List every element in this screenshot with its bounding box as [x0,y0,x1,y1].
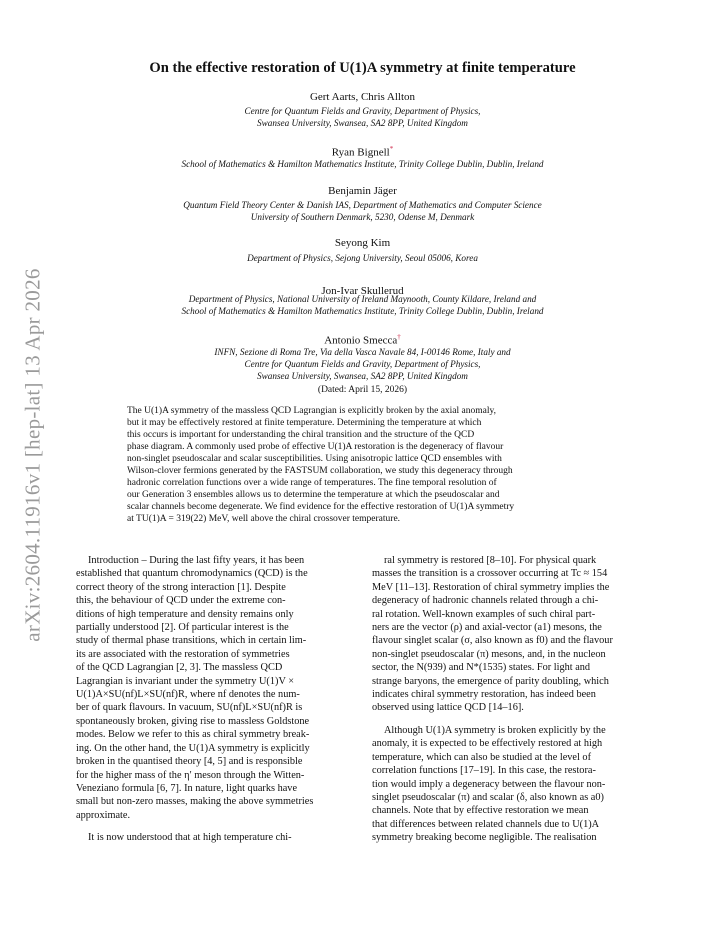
paragraph [372,724,652,845]
text-line: channels. Note that by effective restoration we mean [372,805,589,817]
affiliation-line: Centre for Quantum Fields and Gravity, Department of Physics, [244,359,481,369]
abstract-line: this occurs is important for understanding the chiral transition and the structure of the QCD [127,430,475,440]
text-line: tion would imply a degeneracy between the flavour non- [372,778,606,790]
author-name [90,145,635,159]
text-line: partially understood [2]. Of particular interest is the [76,622,289,634]
abstract-line: at TU(1)A = 319(22) MeV, well above the chiral crossover temperature. [127,514,401,524]
author-name-text: Seyong Kim [334,237,391,249]
text-line: sector, the N(939) and N*(1535) states. For light and [372,662,591,674]
text-line: flavour singlet scalar (σ, also known as f0) and the flavour [372,635,613,647]
footnote-mark[interactable]: * [389,145,394,153]
text-line: indicates chiral symmetry restoration, has indeed been [372,689,596,701]
text-line: It is now understood that at high temperature chi- [88,832,292,844]
paragraph-gap [372,715,652,724]
affiliation-line: Department of Physics, Sejong University, Seoul 05006, Korea [247,253,478,263]
affiliation-line: University of Southern Denmark, 5230, Odense M, Denmark [250,212,475,222]
author-name-text: Gert Aarts, Chris Allton [309,91,416,103]
affiliation-line: Department of Physics, National University of Ireland Maynooth, County Kildare, Ireland and [188,294,537,304]
author-name-text: Benjamin Jäger [328,185,397,197]
text-line: ditions of high temperature and density remains only [76,608,294,620]
abstract-line: phase diagram. A commonly used probe of effective U(1)A restoration is the degeneracy of flavour [127,442,504,452]
affiliation-line: Swansea University, Swansea, SA2 8PP, United Kingdom [257,118,468,128]
paragraph-gap [76,822,356,831]
text-line: anomaly, it is expected to be effectively restored at high [372,738,603,750]
author-name [90,333,635,347]
text-line: established that quantum chromodynamics (QCD) is the [76,568,308,580]
abstract-line: hadronic correlation functions over a wide range of temperatures. The fine temporal resolution of [127,478,497,488]
author-name-text: Ryan Bignell [331,146,390,159]
text-line: non-singlet pseudoscalar (π) mesons, and, in the nucleon [372,648,606,660]
text-line: ing. On the other hand, the U(1)A symmetry is explicitly [76,742,310,754]
text-line: Lagrangian is invariant under the symmetry U(1)V × [76,675,295,687]
affiliation-line: Centre for Quantum Fields and Gravity, Department of Physics, [244,106,481,116]
author-affiliation [90,252,635,264]
text-line: Although U(1)A symmetry is broken explicitly by the [384,724,606,736]
text-line: broken in the quantised theory [4, 5] and is responsible [76,756,303,768]
text-line: approximate. [76,809,131,821]
arxiv-stamp: arXiv:2604.11916v1 [hep-lat] 13 Apr 2026 [20,268,45,642]
author-affiliation [90,346,635,382]
text-line: this, the behaviour of QCD under the extreme con- [76,595,286,607]
paper-title: On the effective restoration of U(1)A symmetry at finite temperature [149,60,576,76]
text-line: degeneracy of hadronic channels related through a chi- [372,595,599,607]
text-line: small but non-zero masses, making the above symmetries [76,796,314,808]
text-line: ral symmetry is restored [8–10]. For physical quark [384,555,597,566]
abstract-line: non-singlet pseudoscalar and scalar susceptibilities. Using anisotropic lattice QCD ensembles with [127,454,502,464]
paragraph [76,831,356,844]
author-name-text: Jon-Ivar Skullerud [321,285,404,297]
text-line: MeV [11–13]. Restoration of chiral symmetry implies the [372,581,610,593]
text-line: correct theory of the strong interaction [1]. Despite [76,581,286,593]
author-affiliation [90,293,635,317]
author-affiliation [90,158,635,170]
paragraph [76,554,356,822]
text-line: strange baryons, the emergence of parity doubling, which [372,675,609,687]
text-line: singlet pseudoscalar (π) and scalar (δ, also known as a0) [372,791,604,803]
affiliation-line: INFN, Sezione di Roma Tre, Via della Vasca Navale 84, I-00146 Rome, Italy and [214,347,511,357]
author-affiliation [90,199,635,223]
abstract-line: but it may be effectively restored at finite temperature. Determining the temperature at which [127,418,482,428]
text-line: symmetry breaking become negligible. The realisation [372,832,597,844]
abstract-line: scalar channels become degenerate. We find evidence for the effective restoration of U(1)A symmetry [127,502,515,512]
text-line: observed using lattice QCD [14–16]. [372,702,524,714]
abstract-line: our Generation 3 ensembles allows us to determine the temperature at which the pseudoscalar and [127,490,500,500]
affiliation-line: Quantum Field Theory Center & Danish IAS, Department of Mathematics and Computer Science [183,200,542,210]
text-line: modes. Below we refer to this as chiral symmetry break- [76,729,310,741]
affiliation-line: School of Mathematics & Hamilton Mathematics Institute, Trinity College Dublin, Dublin, Ireland [181,306,544,316]
author-name [90,185,635,197]
text-line: correlation functions [17–19]. In this case, the restora- [372,765,596,777]
paragraph [372,554,652,715]
author-name [90,91,635,103]
body-column-left [76,554,356,845]
text-line: spontaneously broken, giving rise to massless Goldstone [76,715,310,727]
affiliation-line: School of Mathematics & Hamilton Mathematics Institute, Trinity College Dublin, Dublin, Ireland [181,159,544,169]
author-name [90,237,635,249]
text-line: Veneziano formula [6, 7]. In nature, light quarks have [76,782,298,794]
text-line: its are associated with the restoration of symmetries [76,648,290,660]
text-line: of the QCD Lagrangian [2, 3]. The massless QCD [76,662,283,674]
body-column-right [372,554,652,845]
footnote-mark[interactable]: † [397,333,401,341]
text-line: ber of quark flavours. In vacuum, SU(nf)L×SU(nf)R is [76,702,303,714]
text-line: U(1)A×SU(nf)L×SU(nf)R, where nf denotes the num- [76,689,300,701]
abstract-line: The U(1)A symmetry of the massless QCD Lagrangian is explicitly broken by the axial anomaly, [127,406,497,416]
author-name-text: Antonio Smecca [324,334,398,347]
text-line: ners are the vector (ρ) and axial-vector (a1) mesons, the [372,622,602,634]
text-line: Introduction – During the last fifty years, it has been [88,555,305,566]
affiliation-line: Swansea University, Swansea, SA2 8PP, United Kingdom [257,371,468,381]
text-line: that differences between related channels due to U(1)A [372,818,600,830]
author-affiliation [90,105,635,129]
text-line: ral rotation. Well-known examples of such chiral part- [372,608,596,620]
dated-line: (Dated: April 15, 2026) [317,385,408,395]
abstract-line: Wilson-clover fermions generated by the FASTSUM collaboration, we study this degeneracy through [127,466,513,476]
text-line: study of thermal phase transitions, which in certain lim- [76,635,307,647]
text-line: masses the transition is a crossover occurring at Tc ≈ 154 [372,568,608,580]
text-line: for the higher mass of the η′ meson through the Witten- [76,769,305,781]
text-line: temperature, which can also be studied at the level of [372,751,592,763]
abstract [127,405,597,525]
